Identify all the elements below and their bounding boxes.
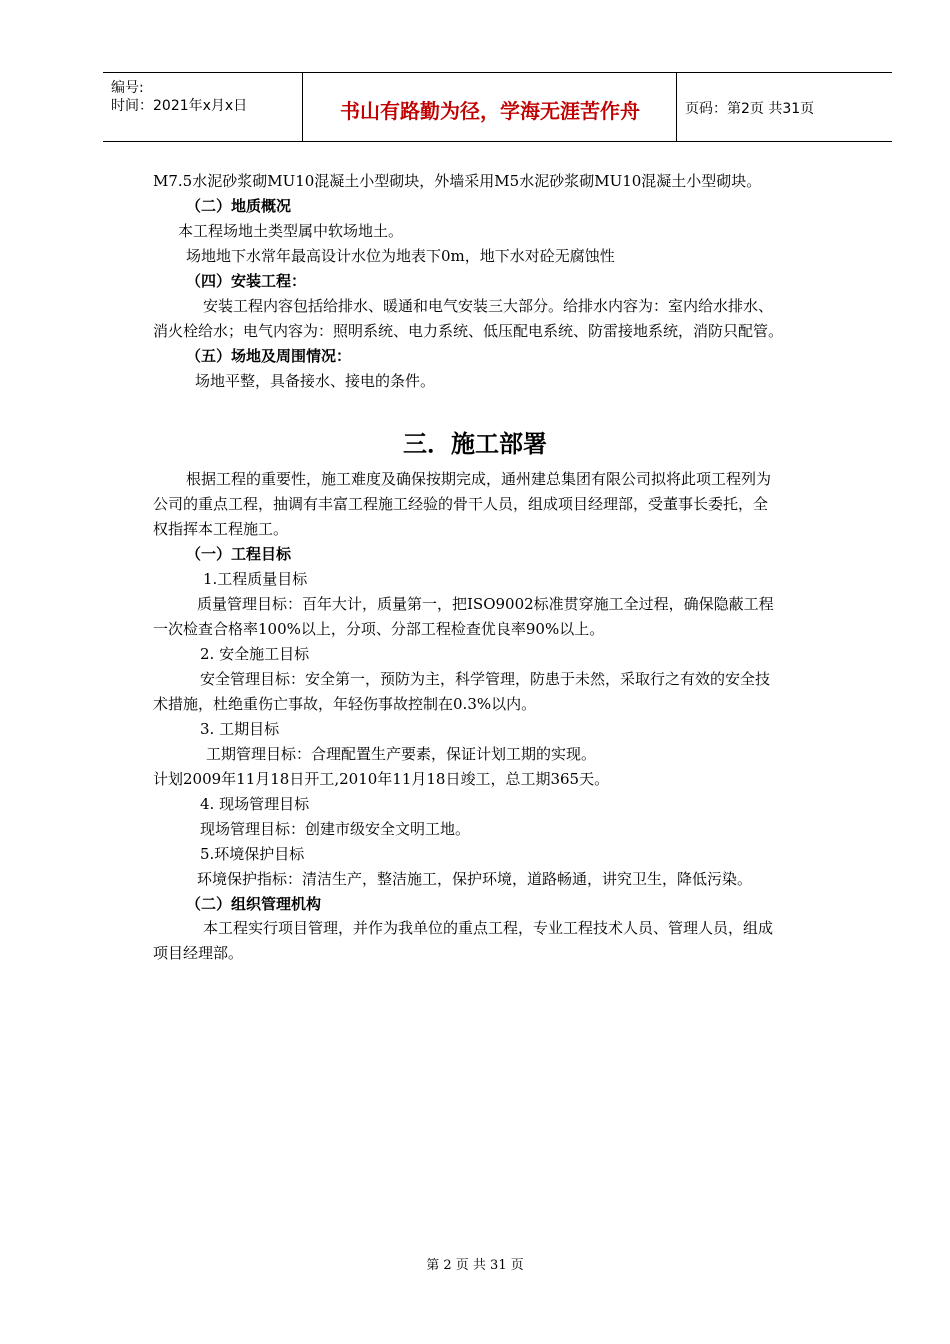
body-line: 项目经理部。 xyxy=(153,944,244,962)
body-line: 消火栓给水；电气内容为：照明系统、电力系统、低压配电系统、防雷接地系统，消防只配管。 xyxy=(153,322,784,340)
body-line: 权指挥本工程施工。 xyxy=(153,520,289,538)
body-line: 本工程实行项目管理，并作为我单位的重点工程，专业工程技术人员、管理人员，组成 xyxy=(203,919,774,937)
subheading-geology: （二）地质概况 xyxy=(186,197,292,215)
body-line: 场地平整，具备接水、接电的条件。 xyxy=(195,372,436,390)
goal-heading: 5.环境保护目标 xyxy=(200,845,305,863)
subheading-organization: （二）组织管理机构 xyxy=(186,895,322,913)
goal-heading: 1.工程质量目标 xyxy=(203,570,308,588)
body-line: 本工程场地土类型属中软场地土。 xyxy=(178,222,404,240)
page-info: 页码：第2页 共31页 xyxy=(685,101,815,117)
body-line: 术措施，杜绝重伤亡事故，年轻伤事故控制在0.3%以内。 xyxy=(153,695,537,713)
body-line: 安全管理目标：安全第一，预防为主，科学管理，防患于未然，采取行之有效的安全技 xyxy=(200,670,771,688)
body-line: 质量管理目标：百年大计，质量第一，把ISO9002标准贯穿施工全过程，确保隐蔽工程 xyxy=(197,595,774,613)
body-line: 根据工程的重要性，施工难度及确保按期完成，通州建总集团有限公司拟将此项工程列为 xyxy=(186,470,772,488)
subheading-goals: （一）工程目标 xyxy=(186,545,292,563)
subheading-site: （五）场地及周围情况： xyxy=(186,347,352,365)
page-footer: 第 2 页 共 31 页 xyxy=(426,1258,524,1273)
page-header xyxy=(103,72,892,142)
body-line: 环境保护指标：清洁生产，整洁施工，保护环境，道路畅通，讲究卫生，降低污染。 xyxy=(197,870,753,888)
goal-heading: 4. 现场管理目标 xyxy=(200,795,310,813)
body-line: 工期管理目标：合理配置生产要素，保证计划工期的实现。 xyxy=(206,745,597,763)
body-line: 场地地下水常年最高设计水位为地表下0m，地下水对砼无腐蚀性 xyxy=(186,247,615,265)
body-line: M7.5水泥砂浆砌MU10混凝土小型砌块，外墙采用M5水泥砂浆砌MU10混凝土小型砌块。 xyxy=(153,172,762,190)
body-line: 安装工程内容包括给排水、暖通和电气安装三大部分。给排水内容为：室内给水排水、 xyxy=(203,297,774,315)
body-line: 现场管理目标：创建市级安全文明工地。 xyxy=(200,820,471,838)
header-right-cell xyxy=(677,73,892,141)
document-time-label: 时间：2021年x月x日 xyxy=(111,98,248,114)
header-middle-cell xyxy=(303,73,677,141)
goal-heading: 2. 安全施工目标 xyxy=(200,645,310,663)
subheading-installation: （四）安装工程： xyxy=(186,272,307,290)
goal-heading: 3. 工期目标 xyxy=(200,720,280,738)
section-title: 三．施工部署 xyxy=(403,430,547,458)
body-line: 计划2009年11月18日开工,2010年11月18日竣工，总工期365天。 xyxy=(153,770,610,788)
body-line: 一次检查合格率100%以上，分项、分部工程检查优良率90%以上。 xyxy=(153,620,605,638)
body-line: 公司的重点工程，抽调有丰富工程施工经验的骨干人员，组成项目经理部，受董事长委托，全 xyxy=(153,495,769,513)
header-motto: 书山有路勤为径，学海无涯苦作舟 xyxy=(340,99,640,123)
document-number-label: 编号: xyxy=(111,80,144,96)
header-left-cell xyxy=(103,73,303,141)
